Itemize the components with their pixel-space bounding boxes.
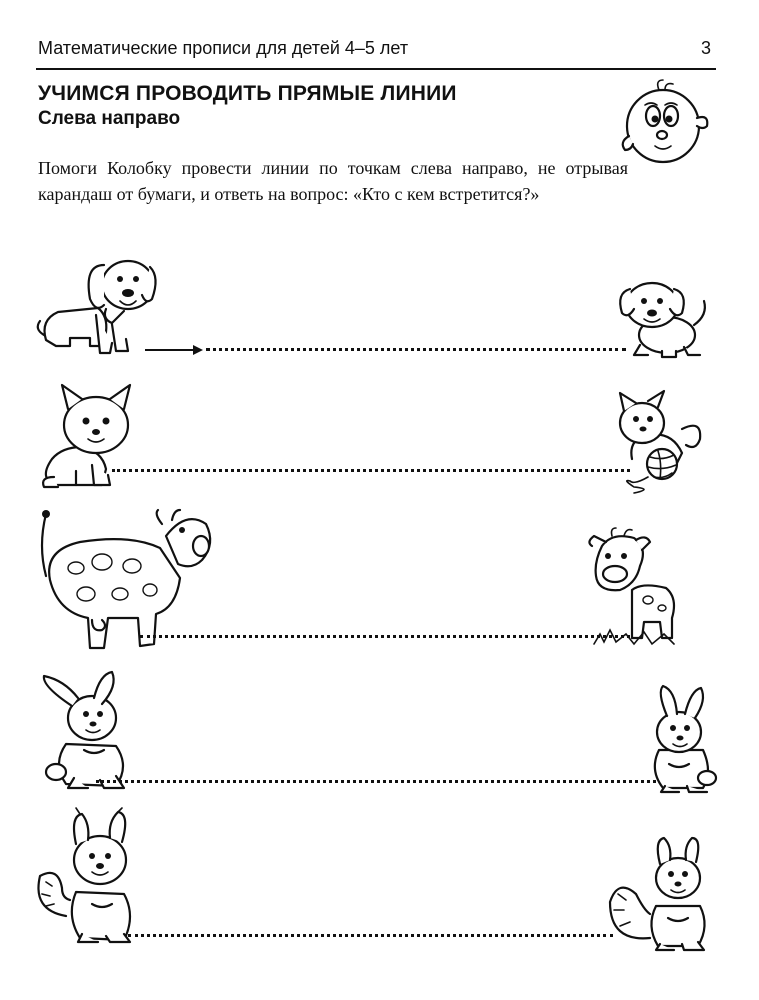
dotted-guide-line xyxy=(96,780,656,783)
dotted-guide-line xyxy=(206,348,626,351)
kolobok-icon xyxy=(615,78,715,168)
instruction-text: Помоги Колобку провести линии по точкам слева направо, не отрывая карандаш от бумаги, и ответь на вопрос: «Кто с кем встретится?» xyxy=(38,158,628,204)
page-subtitle: Слева направо xyxy=(38,108,181,129)
matching-row-5 xyxy=(0,808,759,953)
calf-icon xyxy=(588,528,693,648)
rabbit-icon xyxy=(36,672,131,792)
dotted-guide-line xyxy=(112,469,630,472)
page-number: 3 xyxy=(700,38,711,58)
cat-icon xyxy=(36,385,141,490)
matching-row-2 xyxy=(0,385,759,500)
header-rule xyxy=(36,68,716,70)
dotted-guide-line xyxy=(128,934,613,937)
running-title: Математические прописи для детей 4–5 лет xyxy=(38,38,409,58)
matching-row-1 xyxy=(0,245,759,365)
kitten-with-yarn-icon xyxy=(612,389,717,494)
baby-rabbit-icon xyxy=(645,686,725,794)
page-title: УЧИМСЯ ПРОВОДИТЬ ПРЯМЫЕ ЛИНИИ xyxy=(38,82,457,105)
matching-row-3 xyxy=(0,510,759,660)
arrow-head xyxy=(193,345,203,355)
dog-icon xyxy=(36,245,161,360)
puppy-icon xyxy=(612,275,717,360)
start-arrow xyxy=(145,349,195,351)
dotted-guide-line xyxy=(140,635,630,638)
squirrel-icon xyxy=(36,808,146,946)
baby-squirrel-icon xyxy=(604,838,719,953)
matching-row-4 xyxy=(0,672,759,797)
